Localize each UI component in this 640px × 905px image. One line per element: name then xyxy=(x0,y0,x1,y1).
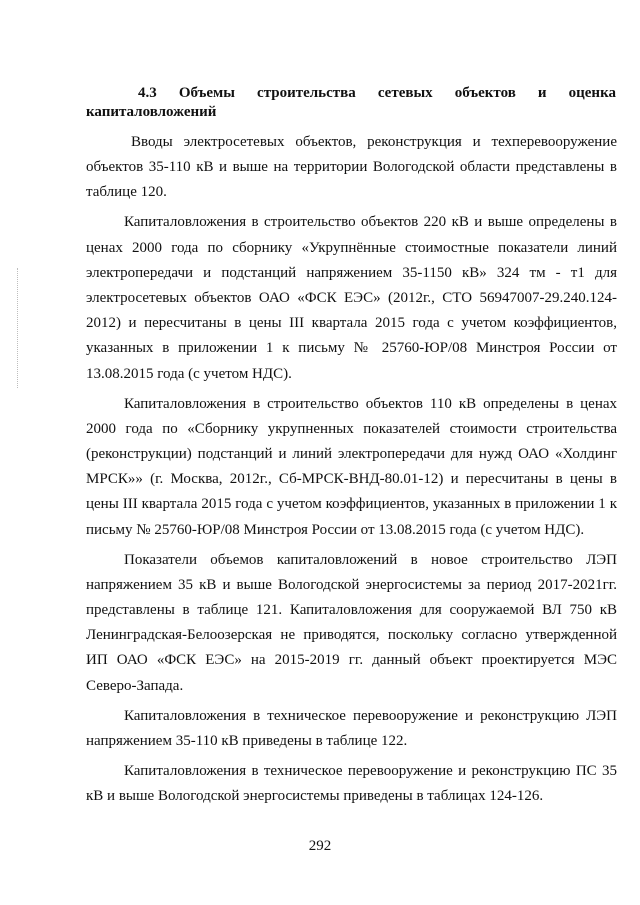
body-text xyxy=(86,130,617,814)
paragraph-220kv-investment: Капиталовложения в строительство объектов 220 кВ и выше определены в ценах 2000 года по сборнику «Укрупнённые стоимостные показатели линий электропередачи и подстанций напряжением 35-1150 кВ» 324 тм - т1 для электросетевых объектов ОАО «ФСК ЕЭС» (2012г., СТО 56947007-29.240.124-2012) и пересчитаны в цены III квартала 2015 года с учетом коэффициентов, указанных в приложении 1 к письму № 25760-ЮР/08 Минстроя России от 13.08.2015 года (с учетом НДС). xyxy=(86,214,617,382)
section-heading: 4.3 Объемы строительства сетевых объектов и оценка капиталовложений xyxy=(86,85,616,120)
paragraph-110kv-investment: Капиталовложения в строительство объектов 110 кВ определены в ценах 2000 года по «Сборнику укрупненных показателей стоимости строительства (реконструкции) подстанций и линий электропередачи для нужд ОАО «Холдинг МРСК»» (г. Москва, 2012г., Сб-МРСК-ВНД-80.01-12) и пересчитаны в цены в цены III квартала 2015 года с учетом коэффициентов, указанных в приложении 1 к письму № 25760-ЮР/08 Минстроя России от 13.08.2015 года (с учетом НДС). xyxy=(86,395,617,538)
paragraph-new-construction: Показатели объемов капиталовложений в новое строительство ЛЭП напряжением 35 кВ и выше Вологодской энергосистемы за период 2017-2021гг. представлены в таблице 121. Капиталовложения для сооружаемой ВЛ 750 кВ Ленинградская-Белоозерская не приводятся, поскольку согласно утвержденной ИП ОАО «ФСК ЕЭС» на 2015-2019 гг. данный объект проектируется МЭС Северо-Запада. xyxy=(86,551,617,694)
page-number: 292 xyxy=(308,838,332,854)
scan-margin-mark xyxy=(17,268,19,388)
paragraph-intro: Вводы электросетевых объектов, реконструкция и техперевооружение объектов 35-110 кВ и выше на территории Вологодской области представлены в таблице 120. xyxy=(86,134,617,201)
paragraph-substation-reconstruction: Капиталовложения в техническое перевооружение и реконструкцию ПС 35 кВ и выше Вологодской энергосистемы приведены в таблицах 124-126. xyxy=(86,762,617,805)
paragraph-line-reconstruction: Капиталовложения в техническое перевооружение и реконструкцию ЛЭП напряжением 35-110 кВ приведены в таблице 122. xyxy=(86,707,617,749)
